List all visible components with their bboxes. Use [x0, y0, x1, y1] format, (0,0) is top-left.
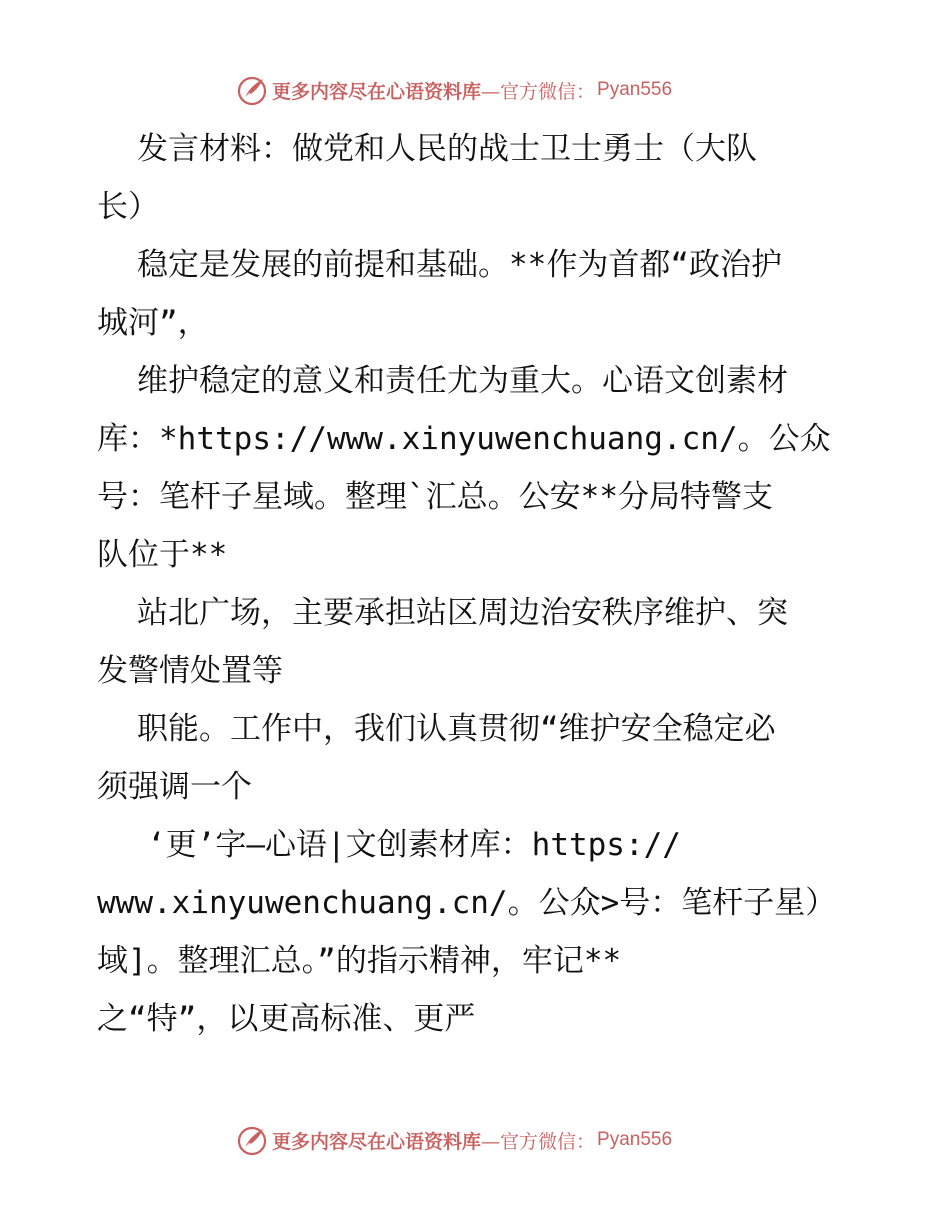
body-line: 站北广场，主要承担站区周边治安秩序维护、突 — [137, 595, 788, 631]
quill-logo-icon — [236, 74, 268, 106]
quill-logo-icon — [236, 1124, 268, 1156]
body-line: 库：*https://www.xinyuwenchuang.cn/。公众 — [97, 421, 831, 457]
wechat-id: Pyan556 — [597, 79, 673, 100]
body-line: 号：笔杆子星域。整理`汇总。公安**分局特警支 — [97, 479, 773, 515]
footer-banner — [0, 1120, 950, 1160]
body-line: 城河”， — [97, 305, 209, 341]
body-line: 之“特”，以更高标准、更严 — [97, 1001, 476, 1037]
banner-text: 更多内容尽在心语资料库 — [272, 80, 482, 103]
header-banner — [0, 70, 950, 110]
banner-text: 更多内容尽在心语资料库 — [272, 1130, 482, 1153]
banner-separator: —官方微信： — [481, 80, 596, 103]
body-line: 队位于** — [97, 537, 228, 573]
body-line: 发警情处置等 — [97, 653, 283, 689]
wechat-id: Pyan556 — [597, 1129, 673, 1150]
body-line: 域]。整理汇总。”的指示精神，牢记** — [97, 943, 622, 979]
body-line: 发言材料：做党和人民的战士卫士勇士（大队 — [137, 131, 757, 167]
body-line: ‘更’字—心语|文创素材库：https:// — [147, 827, 681, 863]
banner-separator: —官方微信： — [481, 1130, 596, 1153]
body-line: 维护稳定的意义和责任尤为重大。心语文创素材 — [137, 363, 788, 399]
body-line: www.xinyuwenchuang.cn/。公众>号：笔杆子星） — [97, 885, 837, 921]
body-line: 须强调一个 — [97, 769, 252, 805]
document-body — [97, 120, 857, 1048]
body-line: 长） — [97, 189, 159, 225]
body-line: 职能。工作中，我们认真贯彻“维护安全稳定必 — [137, 711, 776, 747]
body-line: 稳定是发展的前提和基础。**作为首都“政治护 — [137, 247, 782, 283]
